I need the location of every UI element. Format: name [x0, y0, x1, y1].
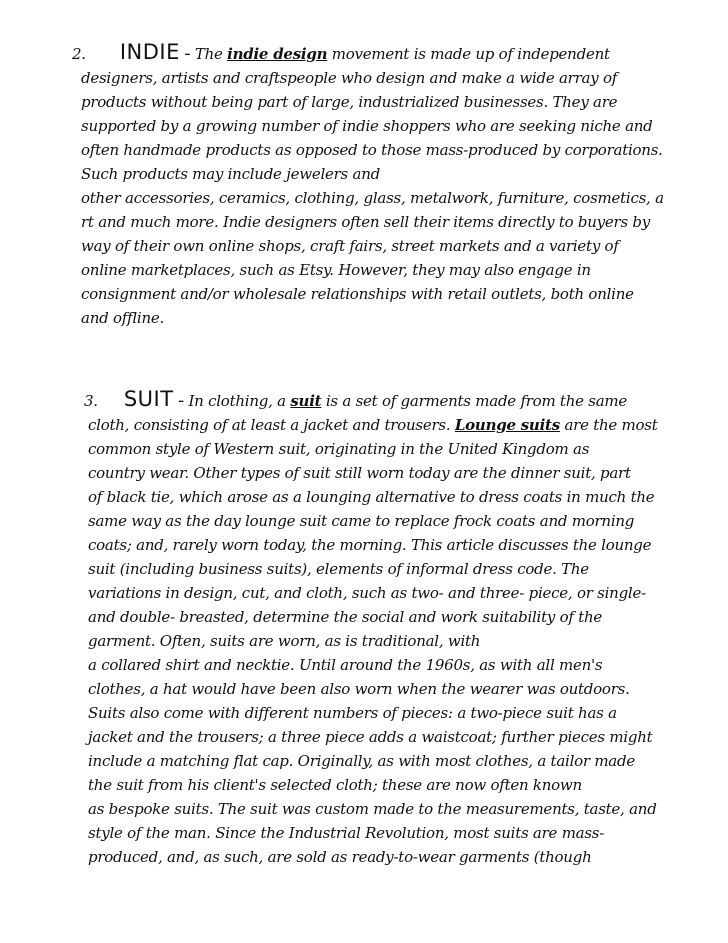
- body-line: consignment and/or wholesale relationships with retail outlets, both online: [81, 285, 634, 303]
- line1-end: are the most: [564, 416, 658, 434]
- body-line: Such products may include jewelers and: [81, 165, 380, 183]
- line1-start: cloth, consisting of at least a jacket and trousers.: [88, 416, 451, 434]
- body-line: the suit from his client's selected cloth; these are now often known: [88, 776, 582, 794]
- first-line-rest: is a set of garments made from the same: [325, 392, 628, 410]
- section-number: 2.: [72, 45, 86, 63]
- body-line: clothes, a hat would have been also worn when the wearer was outdoors.: [88, 680, 630, 698]
- section-heading-line: [72, 40, 610, 66]
- body-line: often handmade products as opposed to those mass-produced by corporations.: [81, 141, 663, 159]
- key-term-lounge-suits: Lounge suits: [454, 416, 560, 434]
- body-line: jacket and the trousers; a three piece adds a waistcoat; further pieces might: [88, 728, 653, 746]
- title-dash: -: [178, 391, 184, 411]
- body-line: products without being part of large, industrialized businesses. They are: [81, 93, 618, 111]
- body-line: Suits also come with different numbers of pieces: a two-piece suit has a: [88, 704, 617, 722]
- body-line: rt and much more. Indie designers often sell their items directly to buyers by: [81, 213, 650, 231]
- section-number: 3.: [84, 392, 98, 410]
- lead-text: In clothing, a: [188, 392, 286, 410]
- body-line: include a matching flat cap. Originally, as with most clothes, a tailor made: [88, 752, 635, 770]
- title-dash: -: [184, 44, 191, 64]
- key-term: indie design: [227, 45, 328, 63]
- first-line-rest: movement is made up of independent: [331, 45, 610, 63]
- body-line: garment. Often, suits are worn, as is traditional, with: [88, 632, 481, 650]
- body-line: of black tie, which arose as a lounging alternative to dress coats in much the: [88, 488, 655, 506]
- body-line: as bespoke suits. The suit was custom made to the measurements, taste, and: [88, 800, 657, 818]
- body-line: and double- breasted, determine the social and work suitability of the: [88, 608, 603, 626]
- key-term: suit: [290, 392, 322, 410]
- body-line: a collared shirt and necktie. Until around the 1960s, as with all men's: [88, 656, 603, 674]
- section-heading-line: [84, 387, 627, 413]
- lead-text: The: [194, 45, 223, 63]
- body-line: designers, artists and craftspeople who design and make a wide array of: [81, 69, 618, 87]
- body-line: coats; and, rarely worn today, the morning. This article discusses the lounge: [88, 536, 652, 554]
- body-line: online marketplaces, such as Etsy. However, they may also engage in: [81, 261, 591, 279]
- section-title: SUIT: [123, 387, 174, 411]
- body-line: supported by a growing number of indie shoppers who are seeking niche and: [81, 117, 653, 135]
- body-line: variations in design, cut, and cloth, such as two- and three- piece, or single-: [88, 584, 646, 602]
- body-line: produced, and, as such, are sold as ready-to-wear garments (though: [88, 848, 592, 866]
- body-line: other accessories, ceramics, clothing, glass, metalwork, furniture, cosmetics, a: [81, 189, 664, 207]
- body-line: [88, 413, 658, 437]
- body-line: same way as the day lounge suit came to replace frock coats and morning: [88, 512, 635, 530]
- section-title: INDIE: [119, 40, 180, 64]
- body-line: country wear. Other types of suit still worn today are the dinner suit, part: [88, 464, 631, 482]
- body-line: way of their own online shops, craft fairs, street markets and a variety of: [81, 237, 619, 255]
- body-line: and offline.: [81, 309, 165, 327]
- body-line: common style of Western suit, originating in the United Kingdom as: [88, 440, 590, 458]
- body-line: suit (including business suits), elements of informal dress code. The: [88, 560, 589, 578]
- body-line: style of the man. Since the Industrial Revolution, most suits are mass-: [88, 824, 605, 842]
